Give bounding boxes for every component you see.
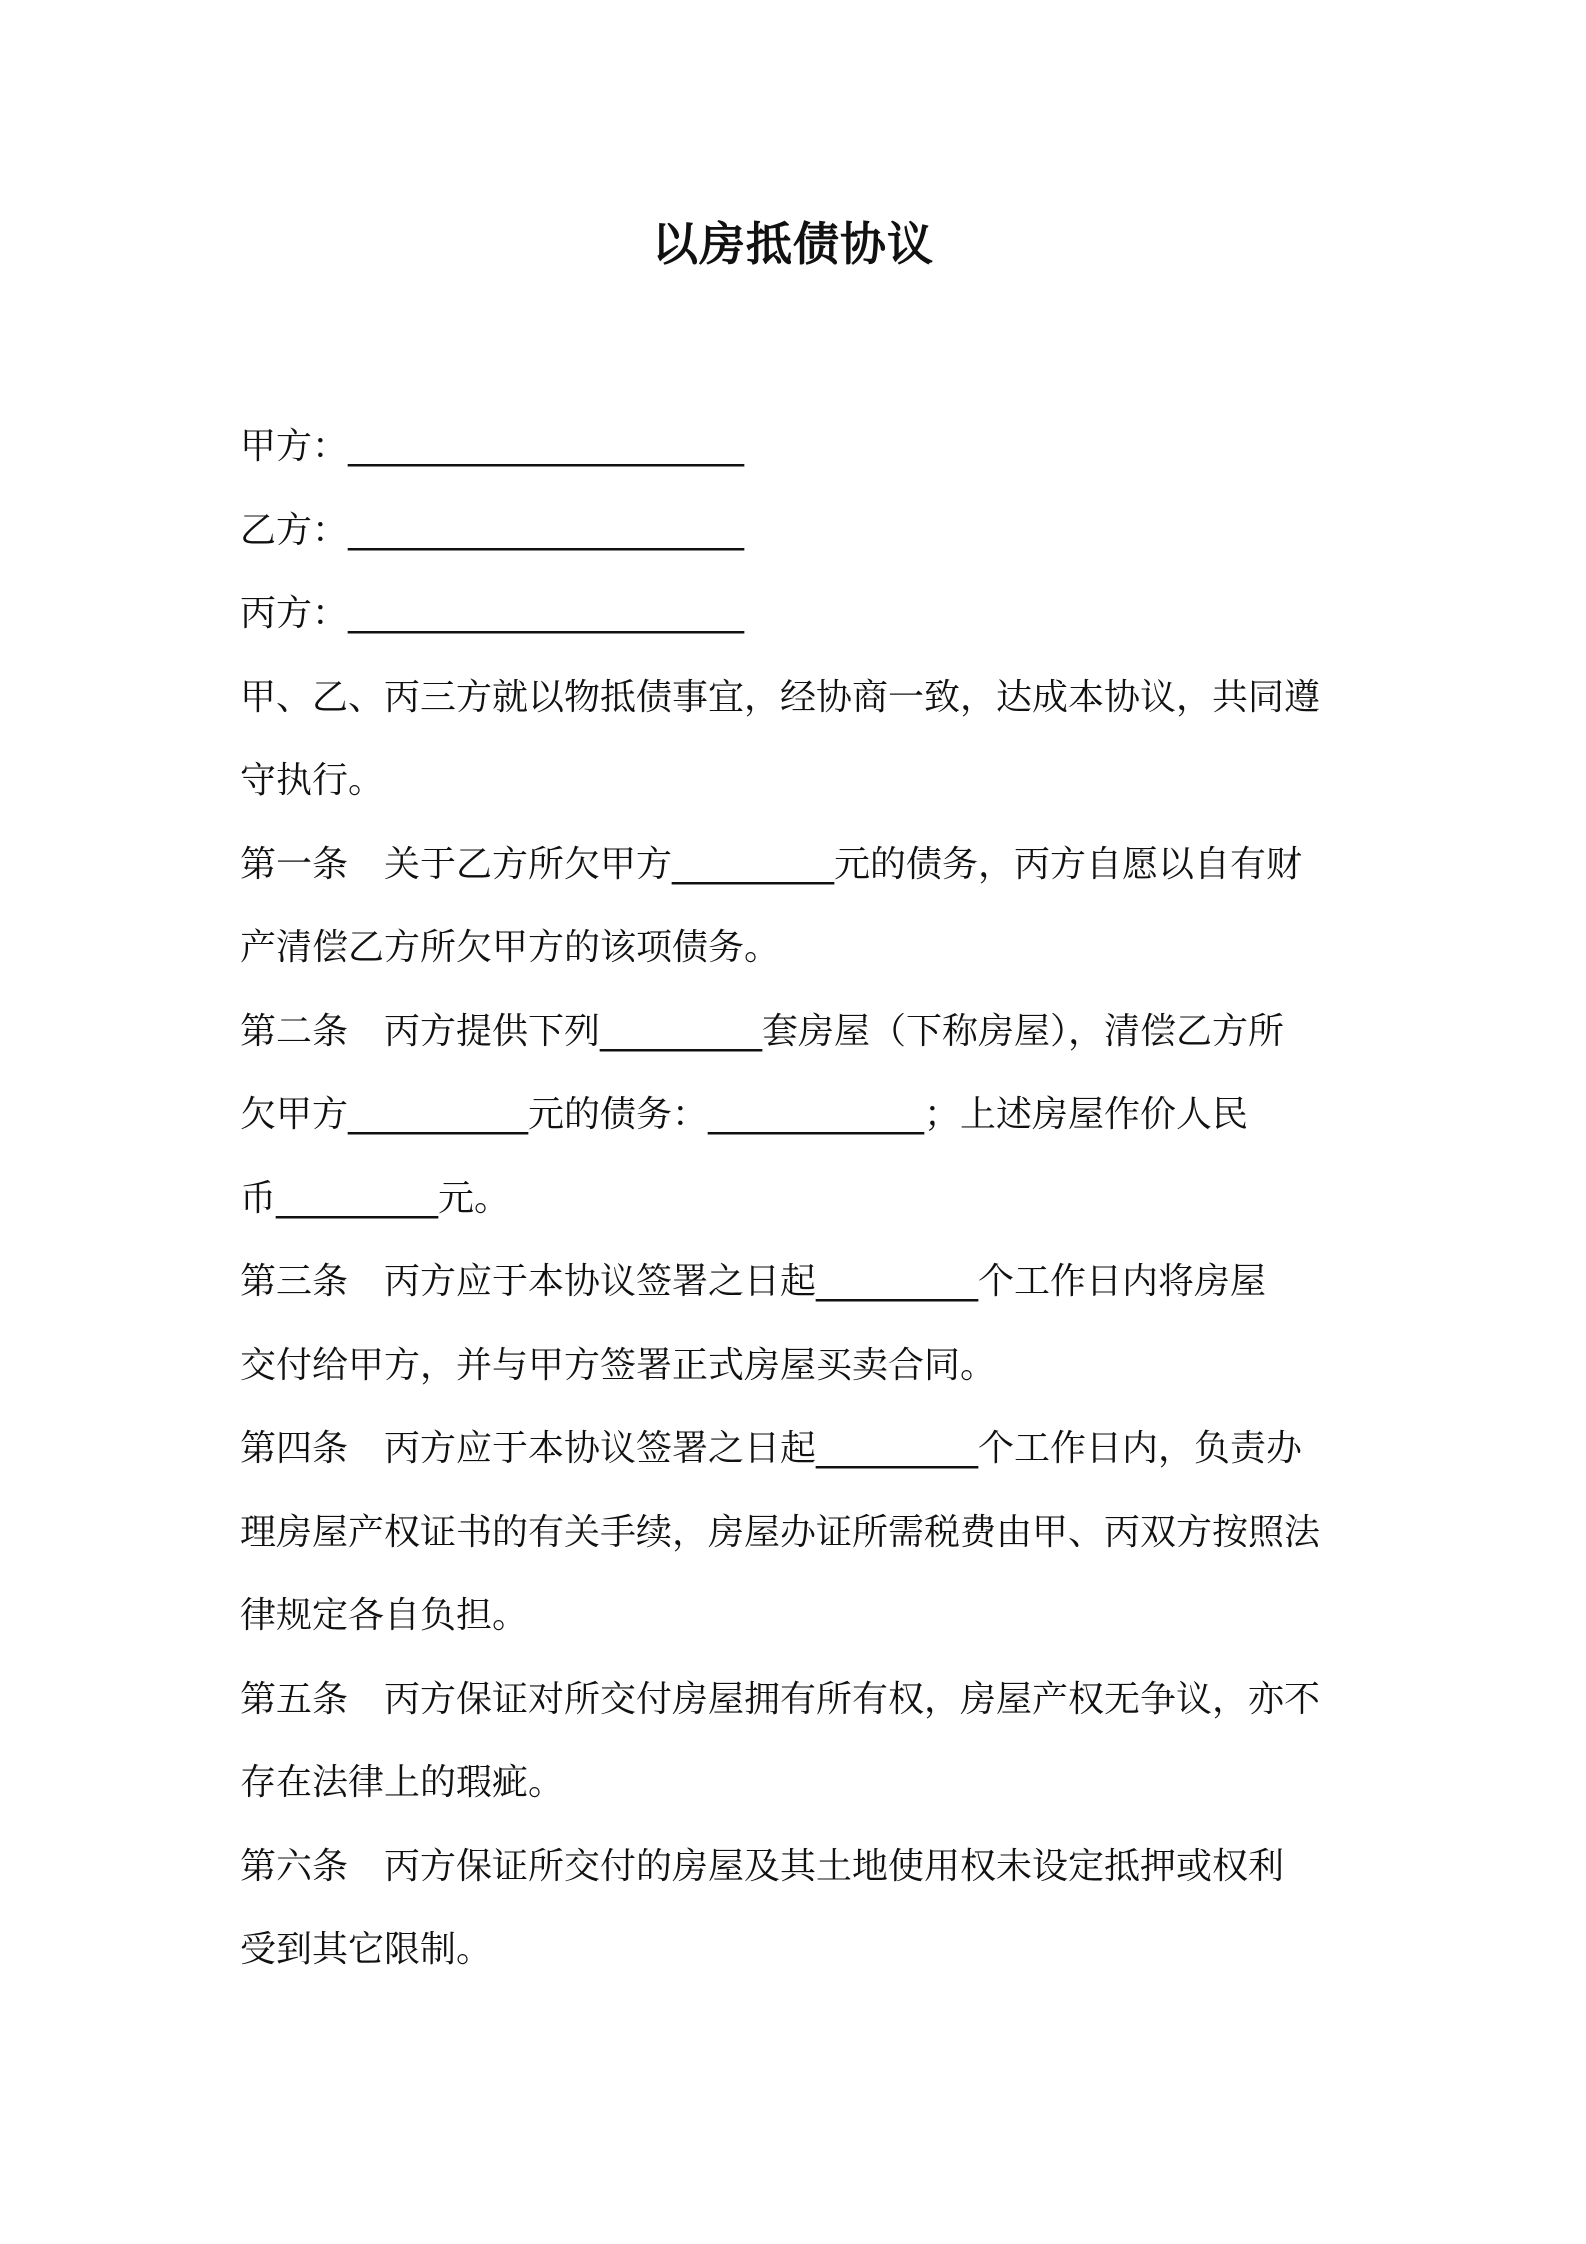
article-1-number: 第一条 xyxy=(240,843,349,885)
article-1-line-2: 产清偿乙方所欠甲方的该项债务。 xyxy=(240,927,781,968)
party-b-blank: ______________________ xyxy=(348,509,745,551)
article-5-line-2: 存在法律上的瑕疵。 xyxy=(240,1762,565,1803)
intro-line-2: 守执行。 xyxy=(240,760,385,801)
party-a-line xyxy=(240,405,1360,489)
article-4-line-2: 理房屋产权证书的有关手续，房屋办证所需税费由甲、丙双方按照法 xyxy=(240,1511,1321,1553)
party-c-line xyxy=(240,572,1360,656)
article-1-line-1 xyxy=(240,823,1360,907)
article-6-line-2: 受到其它限制。 xyxy=(240,1929,493,1970)
party-c-label: 丙方： xyxy=(240,593,349,634)
article-2-number: 第二条 xyxy=(240,1010,349,1052)
intro-line-1: 甲、乙、丙三方就以物抵债事宜，经协商一致，达成本协议，共同遵 xyxy=(240,676,1321,718)
article-3-line-1 xyxy=(240,1240,1360,1324)
article-2-line-1 xyxy=(240,990,1360,1074)
article-1-text-1: 关于乙方所欠甲方_________元的债务，丙方自愿以自有财 xyxy=(384,843,1303,885)
article-3-number: 第三条 xyxy=(240,1261,349,1302)
article-2-text-1: 丙方提供下列_________套房屋（下称房屋），清偿乙方所 xyxy=(384,1010,1285,1052)
article-3-text-1: 丙方应于本协议签署之日起_________个工作日内将房屋 xyxy=(384,1261,1267,1302)
article-2-line-2: 欠甲方__________元的债务：____________；上述房屋作价人民 xyxy=(240,1094,1249,1135)
party-c-blank: ______________________ xyxy=(348,593,745,634)
party-b-line xyxy=(240,489,1360,573)
article-4-text-1: 丙方应于本协议签署之日起_________个工作日内，负责办 xyxy=(384,1428,1303,1469)
article-6-text-1: 丙方保证所交付的房屋及其土地使用权未设定抵押或权利 xyxy=(384,1845,1285,1887)
document-body xyxy=(240,405,1360,1992)
party-a-label: 甲方： xyxy=(240,426,349,467)
article-6-number: 第六条 xyxy=(240,1845,349,1887)
article-4-number: 第四条 xyxy=(240,1428,349,1469)
article-5-text-1: 丙方保证对所交付房屋拥有所有权，房屋产权无争议，亦不 xyxy=(384,1678,1321,1720)
article-3-line-2: 交付给甲方，并与甲方签署正式房屋买卖合同。 xyxy=(240,1344,997,1386)
article-5-line-1 xyxy=(240,1658,1360,1742)
document-title: 以房抵债协议 xyxy=(652,217,934,271)
article-2-line-3: 币_________元。 xyxy=(240,1177,511,1219)
article-4-line-1 xyxy=(240,1407,1360,1491)
party-a-blank: ______________________ xyxy=(348,426,745,467)
article-4-line-3: 律规定各自负担。 xyxy=(240,1595,529,1636)
party-b-label: 乙方： xyxy=(240,509,349,551)
article-6-line-1 xyxy=(240,1825,1360,1909)
article-5-number: 第五条 xyxy=(240,1678,349,1720)
